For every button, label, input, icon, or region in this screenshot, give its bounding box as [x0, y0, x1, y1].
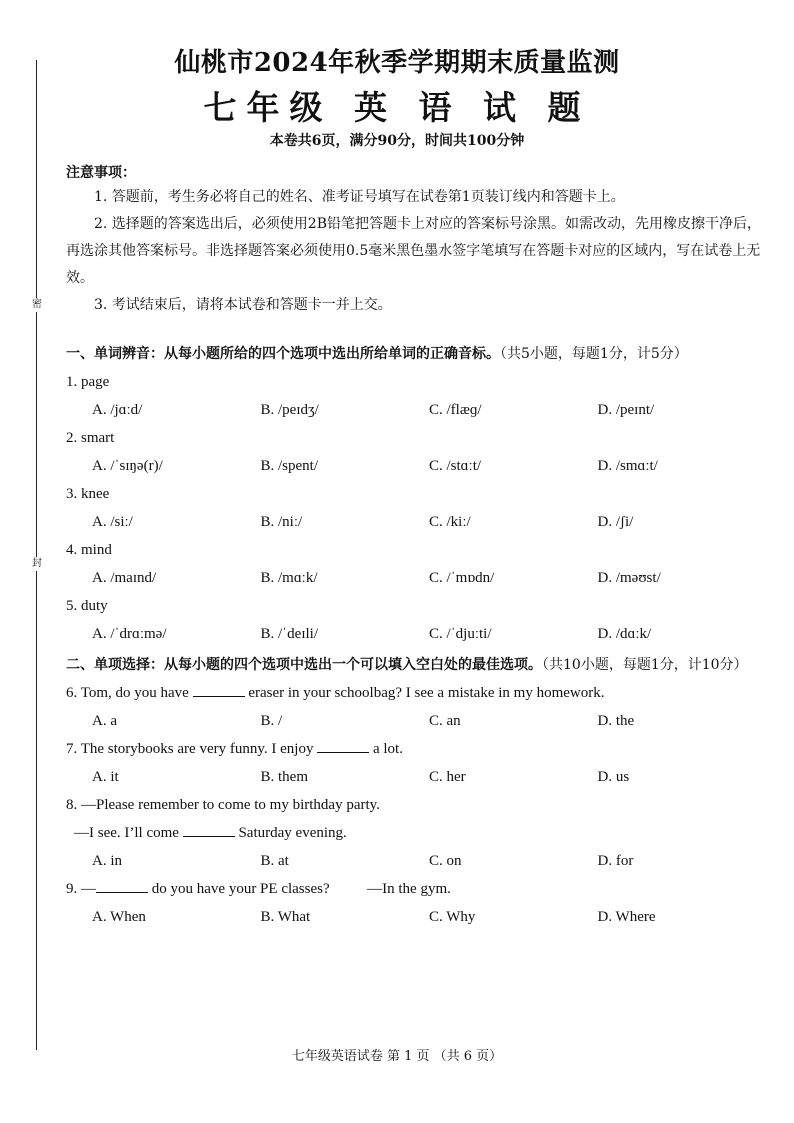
option: C. /stɑːt/ [429, 458, 482, 474]
exam-subtitle: 七年级 英 语 试 题 [203, 88, 591, 127]
option: D. /dɑːk/ [597, 626, 652, 642]
options-row [66, 396, 766, 424]
option: A. /jɑːd/ [92, 402, 143, 418]
question-stem [66, 679, 766, 707]
option: A. When [92, 909, 146, 925]
option: D. /smɑːt/ [597, 458, 658, 474]
section1-title: 一、单词辨音：从每小题所给的四个选项中选出所给单词的正确音标。 [66, 346, 500, 362]
option: C. on [429, 853, 462, 869]
option: D. /ʃi/ [597, 514, 634, 530]
stem-text: 7. The storybooks are very funny. I enjoy [66, 741, 318, 757]
option: A. it [92, 769, 119, 785]
exam-meta: 本卷共6页，满分90分，时间共100分钟 [269, 133, 525, 149]
option: B. What [260, 909, 311, 925]
option: C. an [429, 713, 461, 729]
question-stem [66, 819, 766, 847]
option: A. /ˈdrɑːmə/ [92, 626, 167, 642]
options-row [66, 763, 766, 791]
question-stem [66, 735, 766, 763]
notice-title: 注意事项： [66, 165, 136, 181]
option: C. /ˈmɒdn/ [429, 570, 495, 586]
answer-blank [96, 878, 148, 893]
stem-text: 9. — [66, 881, 96, 897]
option: C. her [429, 769, 466, 785]
option: B. /mɑːk/ [260, 570, 318, 586]
option: A. /siː/ [92, 514, 133, 530]
notice-block [66, 162, 766, 319]
options-row [66, 564, 766, 592]
option: B. /peɪdʒ/ [260, 402, 319, 418]
option: C. /kiː/ [429, 514, 471, 530]
options-row [66, 620, 766, 648]
question-stem: 1. page [66, 374, 110, 390]
section2-heading [66, 652, 766, 679]
binding-mark-feng: 封 [29, 557, 45, 571]
options-row [66, 903, 766, 931]
section1-note: （共5小题，每题1分，计5分） [500, 346, 688, 362]
option: A. /maɪnd/ [92, 570, 157, 586]
notice-item: 2. 选择题的答案选出后，必须使用2B铅笔把答题卡上对应的答案标号涂黑。如需改动，先用橡皮擦干净后，再选涂其他答案标号。非选择题答案必须使用0.5毫米黑色墨水签字笔填写在答题卡对应的区域内，写在试卷上无效。 [66, 216, 762, 286]
options-row [66, 707, 766, 735]
option: D. for [597, 853, 634, 869]
option: D. /məʊst/ [597, 570, 661, 586]
stem-text: 6. Tom, do you have [66, 685, 193, 701]
question-stem: 5. duty [66, 598, 108, 614]
answer-blank [183, 822, 235, 837]
option: D. us [597, 769, 630, 785]
stem-text: do you have your PE classes? —In the gym. [148, 881, 451, 897]
option: B. /niː/ [260, 514, 303, 530]
stem-text: Saturday evening. [234, 825, 347, 841]
section2-note: （共10小题，每题1分，计10分） [542, 657, 748, 673]
stem-text: eraser in your schoolbag? I see a mistake in my homework. [244, 685, 605, 701]
exam-content [66, 162, 766, 931]
question-stem [66, 875, 766, 903]
binding-mark-mi: 密 [29, 298, 45, 312]
page-footer: 七年级英语试卷 第 1 页 （共 6 页） [291, 1049, 503, 1064]
option: C. Why [429, 909, 476, 925]
option: C. /ˈdjuːti/ [429, 626, 492, 642]
option: D. the [597, 713, 635, 729]
option: D. Where [597, 909, 656, 925]
option: B. /spent/ [260, 458, 319, 474]
exam-title: 仙桃市2024年秋季学期期末质量监测 [174, 48, 620, 78]
question-stem: 4. mind [66, 542, 112, 558]
option: A. a [92, 713, 117, 729]
option: D. /peɪnt/ [597, 402, 655, 418]
section2-title: 二、单项选择：从每小题的四个选项中选出一个可以填入空白处的最佳选项。 [66, 657, 542, 673]
option: B. / [260, 713, 283, 729]
options-row [66, 508, 766, 536]
question-stem: 2. smart [66, 430, 115, 446]
option: A. in [92, 853, 122, 869]
option: B. them [260, 769, 308, 785]
options-row [66, 452, 766, 480]
section1-heading [66, 341, 766, 368]
notice-item: 1. 答题前，考生务必将自己的姓名、准考证号填写在试卷第1页装订线内和答题卡上。 [94, 189, 625, 205]
binding-line [36, 60, 37, 1050]
option: B. /ˈdeɪli/ [260, 626, 318, 642]
answer-blank [317, 738, 369, 753]
option: C. /flæɡ/ [429, 402, 482, 418]
option: A. /ˈsɪŋə(r)/ [92, 458, 163, 474]
answer-blank [193, 682, 245, 697]
question-stem: 3. knee [66, 486, 110, 502]
options-row [66, 847, 766, 875]
option: B. at [260, 853, 289, 869]
stem-text: a lot. [369, 741, 403, 757]
stem-text: —I see. I’ll come [74, 825, 183, 841]
question-stem: 8. —Please remember to come to my birthday party. [66, 797, 380, 813]
notice-item: 3. 考试结束后，请将本试卷和答题卡一并上交。 [94, 297, 392, 313]
